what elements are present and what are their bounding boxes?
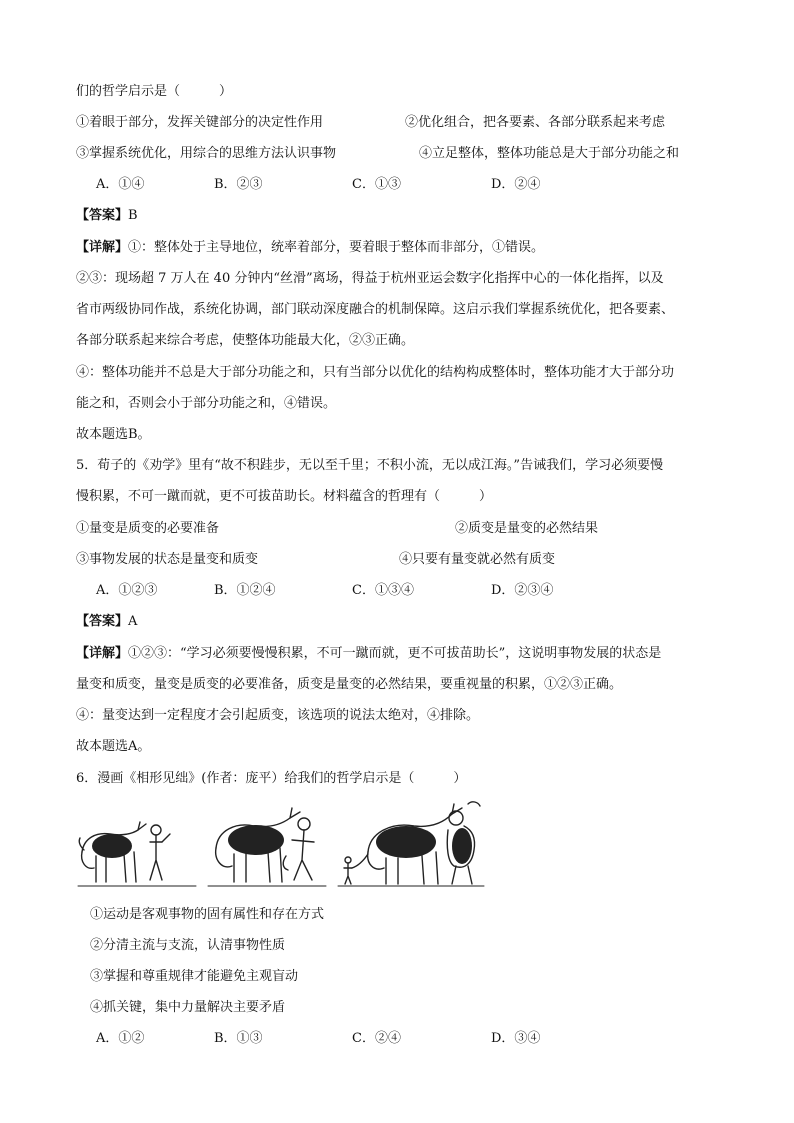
q4-statement-1: ①着眼于部分，发挥关键部分的决定性作用 xyxy=(76,115,324,130)
q5-option-a: A．①②③ xyxy=(96,583,158,598)
q4-answer-value: B xyxy=(128,208,138,223)
q4-detail-5: ④：整体功能并不总是大于部分功能之和，只有当部分以优化的结构构成整体时，整体功能才大于部分功 xyxy=(76,365,675,380)
q6-statement-3: ③掌握和尊重规律才能避免主观盲动 xyxy=(90,969,299,984)
q5-stem-1: 5．荀子的《劝学》里有“故不积跬步，无以至千里；不积小流，无以成江海。”告诫我们，学习必须要慢 xyxy=(76,458,664,473)
q4-option-c: C．①③ xyxy=(352,177,401,192)
q5-answer-value: A xyxy=(128,614,138,629)
q5-option-d: D．②③④ xyxy=(491,583,554,598)
q4-option-a: A．①④ xyxy=(96,177,145,192)
q5-statement-1: ①量变是质变的必要准备 xyxy=(76,521,220,536)
q5-answer xyxy=(76,613,137,631)
q5-answer-label: 【答案】 xyxy=(76,614,129,629)
q6-option-c: C．②④ xyxy=(352,1031,401,1046)
q5-statement-3: ③事物发展的状态是量变和质变 xyxy=(76,552,259,567)
q4-answer xyxy=(76,207,138,225)
q6-stem: 6．漫画《相形见绌》(作者：庞平）给我们的哲学启示是（ ） xyxy=(76,771,467,786)
q4-detail-label: 【详解】 xyxy=(76,240,129,255)
q4-option-b: B．②③ xyxy=(214,177,263,192)
q4-stem-end: 们的哲学启示是（ ） xyxy=(76,84,233,99)
q4-answer-label: 【答案】 xyxy=(76,208,129,223)
cartoon-illustration xyxy=(76,796,486,892)
q4-detail-3: 省市两级协同作战，系统化协调，部门联动深度融合的机制保障。这启示我们掌握系统优化，把各要素、 xyxy=(76,302,675,317)
q4-detail-6: 能之和，否则会小于部分功能之和，④错误。 xyxy=(76,396,337,411)
q6-statement-1: ①运动是客观事物的固有属性和存在方式 xyxy=(90,907,325,922)
q6-statement-4: ④抓关键，集中力量解决主要矛盾 xyxy=(90,1000,286,1015)
q5-detail-1: 【详解】①②③：“学习必须要慢慢积累，不可一蹴而就，更不可拔苗助长”，这说明事物发展的状态是 xyxy=(76,646,662,661)
q5-statement-2: ②质变是量变的必然结果 xyxy=(455,521,599,536)
q4-statement-2: ②优化组合，把各要素、各部分联系起来考虑 xyxy=(405,115,666,130)
q6-statement-2: ②分清主流与支流，认清事物性质 xyxy=(90,938,286,953)
q6-option-b: B．①③ xyxy=(214,1031,263,1046)
q4-detail-2: ②③：现场超 7 万人在 40 分钟内“丝滑”离场，得益于杭州亚运会数字化指挥中心的一体化指挥，以及 xyxy=(76,271,664,286)
q6-option-d: D．③④ xyxy=(491,1031,541,1046)
q4-option-d: D．②④ xyxy=(491,177,541,192)
q4-statement-4: ④立足整体，整体功能总是大于部分功能之和 xyxy=(419,146,680,161)
q4-conclusion: 故本题选B。 xyxy=(76,427,151,442)
q5-statement-4: ④只要有量变就必然有质变 xyxy=(399,552,556,567)
q5-detail-2: 量变和质变，量变是质变的必要准备，质变是量变的必然结果，要重视量的积累，①②③正确。 xyxy=(76,677,623,692)
q4-detail-1: 【详解】①：整体处于主导地位，统率着部分，要着眼于整体而非部分，①错误。 xyxy=(76,240,545,255)
q5-conclusion: 故本题选A。 xyxy=(76,739,151,754)
q5-stem-2: 慢积累，不可一蹴而就，更不可拔苗助长。材料蕴含的哲理有（ ） xyxy=(76,489,493,504)
q5-detail-3: ④：量变达到一定程度才会引起质变，该选项的说法太绝对，④排除。 xyxy=(76,708,480,723)
q5-detail-label: 【详解】 xyxy=(76,646,129,661)
q4-detail-4: 各部分联系起来综合考虑，使整体功能最大化，②③正确。 xyxy=(76,333,415,348)
q4-statement-3: ③掌握系统优化，用综合的思维方法认识事物 xyxy=(76,146,337,161)
q5-option-c: C．①③④ xyxy=(352,583,414,598)
q5-option-b: B．①②④ xyxy=(214,583,276,598)
q6-option-a: A．①② xyxy=(96,1031,145,1046)
